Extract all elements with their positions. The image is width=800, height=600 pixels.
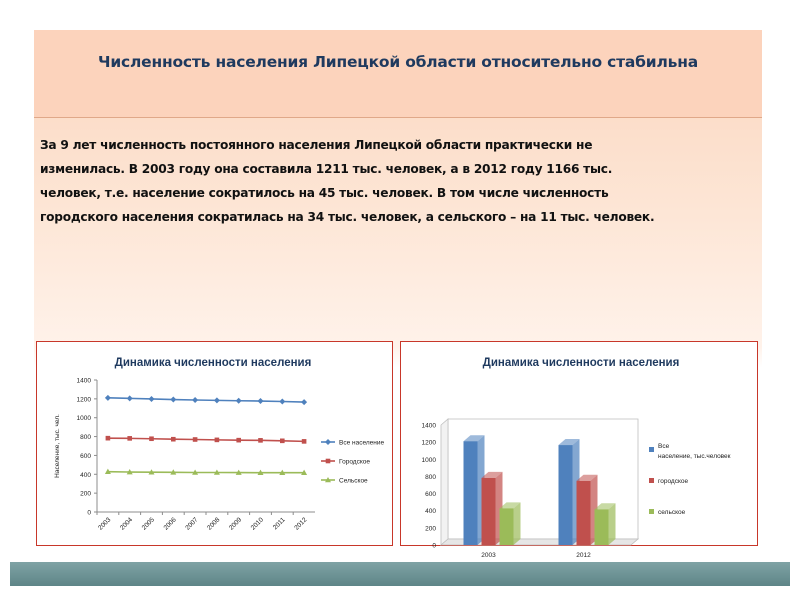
x-tick-label: 2011 <box>271 516 287 532</box>
y-tick-label: 1200 <box>76 396 91 404</box>
data-point <box>280 439 285 444</box>
chart-title: Динамика численности населения <box>482 357 680 369</box>
title-band <box>34 30 762 118</box>
y-tick-label: 1400 <box>76 377 91 385</box>
bar-side <box>514 502 521 545</box>
series-line <box>108 472 304 473</box>
x-tick-label: 2009 <box>227 516 244 532</box>
y-axis-label: Население, тыс. чел. <box>54 414 61 478</box>
x-tick-label: 2012 <box>576 552 591 559</box>
data-point <box>149 436 154 441</box>
data-point <box>258 438 263 443</box>
slide-body <box>40 133 752 229</box>
data-point <box>258 398 264 404</box>
bar <box>500 508 514 545</box>
line-chart-panel <box>36 341 393 546</box>
y-tick-label: 600 <box>80 452 91 460</box>
y-tick-label: 0 <box>432 542 436 550</box>
y-tick-label: 1400 <box>421 422 436 430</box>
x-tick-label: 2006 <box>162 516 178 532</box>
data-point <box>127 395 133 401</box>
slide-title: Численность населения Липецкой области относительно стабильна <box>98 53 698 71</box>
top-frame <box>0 0 800 12</box>
y-tick-label: 800 <box>425 473 436 481</box>
data-point <box>193 437 198 442</box>
bar <box>464 441 478 545</box>
y-tick-label: 1000 <box>421 456 436 464</box>
side-wall <box>441 419 448 545</box>
y-tick-label: 200 <box>425 525 436 533</box>
legend-label: Городское <box>339 458 370 466</box>
body-line: человек, т.е. население сократилось на 45 тыс. человек. В том числе численность <box>40 186 609 200</box>
data-point <box>127 436 132 441</box>
x-tick-label: 2007 <box>184 516 200 532</box>
legend-label: Все население, тыс.человек <box>658 443 731 460</box>
data-point <box>170 397 176 403</box>
y-tick-label: 0 <box>87 509 91 517</box>
x-tick-label: 2008 <box>206 516 222 532</box>
y-tick-label: 200 <box>80 490 91 498</box>
x-tick-label: 2004 <box>118 516 135 532</box>
y-tick-label: 800 <box>80 434 91 442</box>
x-tick-label: 2003 <box>481 552 496 559</box>
legend-label: Сельское <box>339 477 368 485</box>
data-point <box>236 398 242 404</box>
legend-swatch <box>649 447 654 452</box>
legend-marker <box>325 439 331 445</box>
legend-label: городское <box>658 478 689 485</box>
x-tick-label: 2005 <box>140 516 156 532</box>
bar-chart-panel <box>400 341 758 559</box>
slide <box>34 30 762 558</box>
data-point <box>106 436 111 441</box>
bar <box>482 478 496 545</box>
data-point <box>149 396 155 402</box>
body-line: городского населения сократилась на 34 тыс. человек, а сельского – на 11 тыс. человек. <box>40 210 655 224</box>
data-point <box>279 398 285 404</box>
bottom-bar <box>10 562 790 586</box>
y-tick-label: 600 <box>425 491 436 499</box>
chart-title: Динамика численности населения <box>114 357 312 369</box>
y-tick-label: 1200 <box>421 439 436 447</box>
x-tick-label: 2012 <box>293 516 309 532</box>
series-line <box>108 438 304 441</box>
legend-label: сельское <box>658 509 686 516</box>
line-chart <box>37 342 394 547</box>
legend-marker <box>326 459 331 464</box>
legend-label: Все население <box>339 439 385 447</box>
body-line: За 9 лет численность постоянного населения Липецкой области практически не <box>40 138 593 152</box>
data-point <box>215 438 220 443</box>
bar <box>559 445 573 545</box>
x-tick-label: 2003 <box>97 516 113 532</box>
y-tick-label: 400 <box>80 471 91 479</box>
bar <box>577 481 591 545</box>
data-point <box>214 397 220 403</box>
series-line <box>108 398 304 402</box>
bar-side <box>609 503 616 545</box>
y-tick-label: 400 <box>425 508 436 516</box>
x-tick-label: 2010 <box>249 516 265 532</box>
data-point <box>171 437 176 442</box>
legend-swatch <box>649 478 654 483</box>
data-point <box>302 439 307 444</box>
data-point <box>301 399 307 405</box>
body-line: изменилась. В 2003 году она составила 1211 тыс. человек, а в 2012 году 1166 тыс. <box>40 162 613 176</box>
bar-chart <box>401 342 759 559</box>
y-tick-label: 1000 <box>76 415 91 423</box>
data-point <box>236 438 241 443</box>
data-point <box>192 397 198 403</box>
bar <box>595 509 609 545</box>
data-point <box>105 395 111 401</box>
legend-swatch <box>649 509 654 514</box>
